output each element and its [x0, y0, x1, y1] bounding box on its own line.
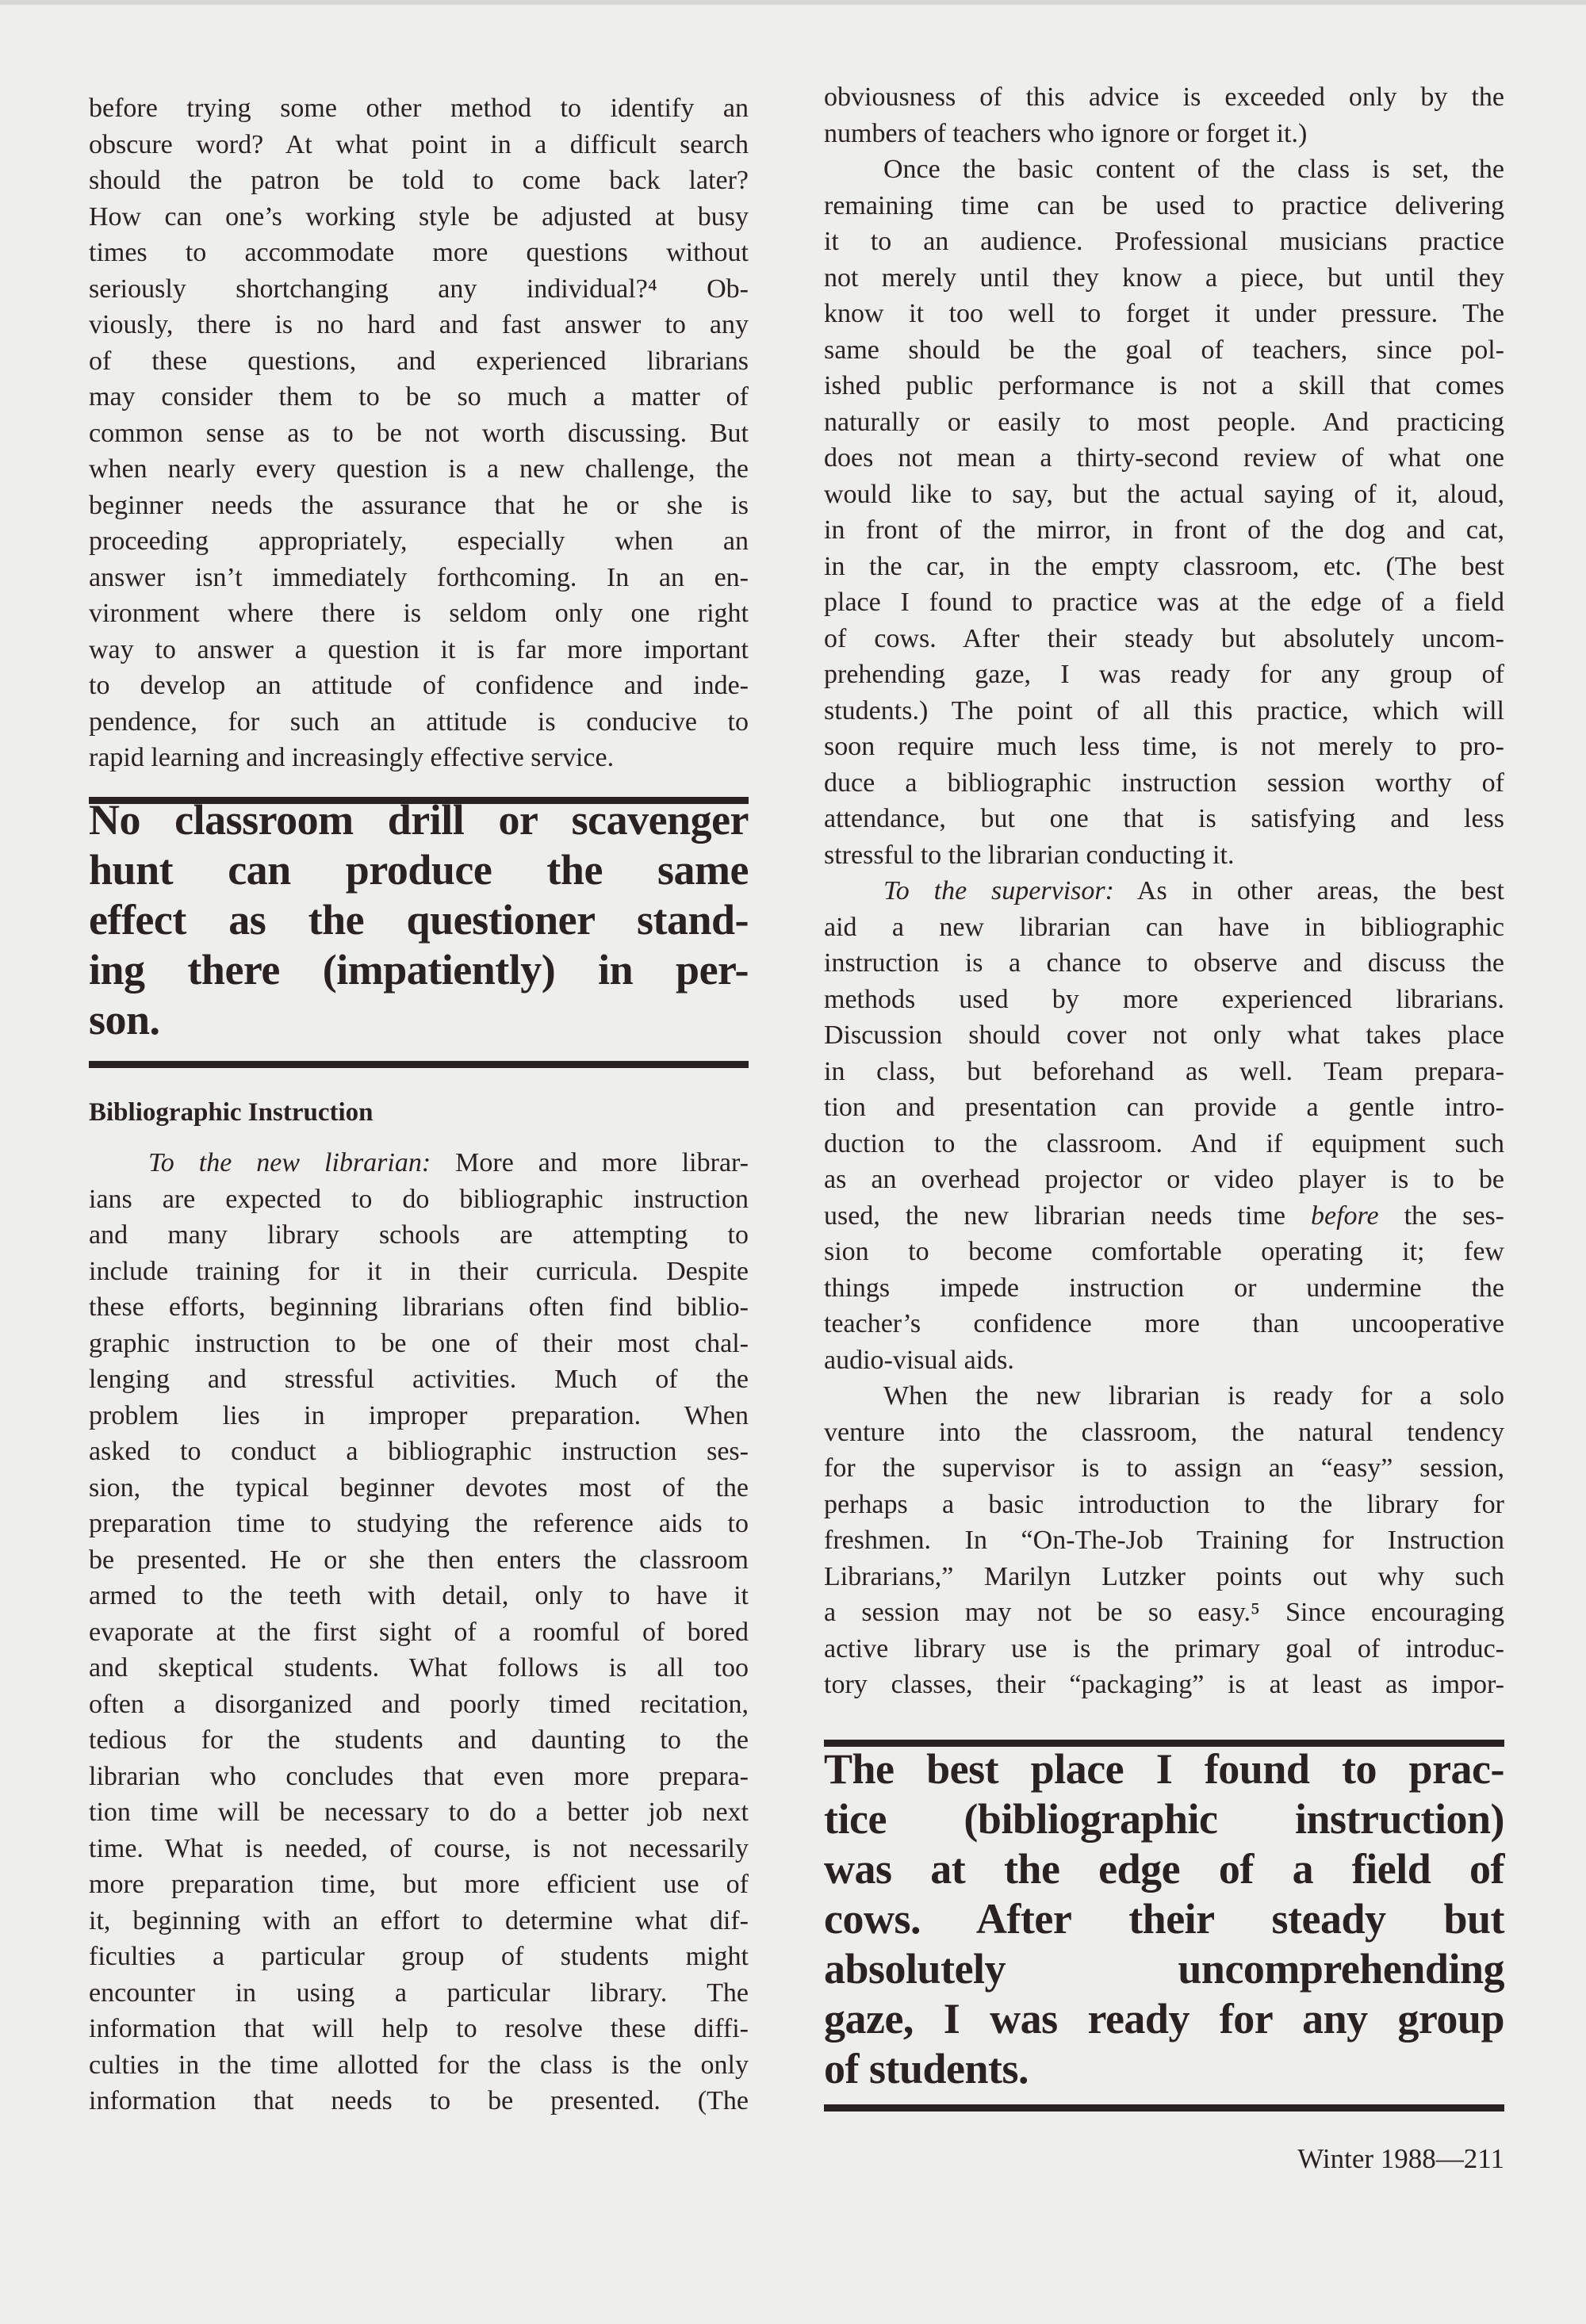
text-line: know it too well to forget it under pressure. The	[824, 299, 1504, 328]
left-column-text	[89, 90, 749, 776]
text-line: preparation time to studying the reference aids to	[89, 1509, 749, 1538]
text-line: duction to the classroom. And if equipment such	[824, 1128, 1504, 1158]
text-line: these efforts, beginning librarians often find biblio-	[89, 1292, 749, 1322]
text-line: often a disorganized and poorly timed recitation,	[89, 1689, 749, 1719]
text-line: ished public performance is not a skill that comes	[824, 371, 1504, 400]
pull-quote-bottom-rule	[89, 1061, 749, 1068]
text-line: aid a new librarian can have in bibliographic	[824, 912, 1504, 942]
text-line: perhaps a basic introduction to the library for	[824, 1489, 1504, 1519]
text-line: time. What is needed, of course, is not necessarily	[89, 1833, 749, 1863]
text-line: How can one’s working style be adjusted at busy	[89, 201, 749, 232]
text-line: tion time will be necessary to do a better job next	[89, 1798, 749, 1827]
text-line: obviousness of this advice is exceeded only by the	[824, 82, 1504, 112]
text-line: pendence, for such an attitude is conducive to	[89, 706, 749, 737]
text-line: it, beginning with an effort to determine what dif-	[89, 1905, 749, 1935]
text-line: viously, there is no hard and fast answer to any	[89, 310, 749, 339]
pull-quote-line: gaze, I was ready for any group	[824, 1995, 1504, 2043]
text-line: a session may not be so easy.⁵ Since encouraging	[824, 1598, 1504, 1627]
page-number: 211	[1463, 2143, 1504, 2174]
text-line: tory classes, their “packaging” is at least as impor-	[824, 1670, 1504, 1699]
text-line: culties in the time allotted for the class is the only	[89, 2050, 749, 2080]
pull-quote-line: cows. After their steady but	[824, 1895, 1504, 1943]
text-line: answer isn’t immediately forthcoming. In an en-	[89, 562, 749, 592]
text-line: freshmen. In “On-The-Job Training for Instruction	[824, 1526, 1504, 1555]
scan-edge	[0, 0, 1586, 5]
text-line: to develop an attitude of confidence and inde-	[89, 671, 749, 700]
text-line: asked to conduct a bibliographic instruction ses-	[89, 1437, 749, 1466]
text-line: seriously shortchanging any individual?⁴ Ob-	[89, 274, 749, 304]
text-line: obscure word? At what point in a difficult search	[89, 129, 749, 159]
text-line: may consider them to be so much a matter of	[89, 382, 749, 412]
text-line: naturally or easily to most people. And practicing	[824, 407, 1504, 437]
text-line: it to an audience. Professional musicians practice	[824, 227, 1504, 256]
text-line: students.) The point of all this practice, which will	[824, 695, 1504, 726]
text-line: information that will help to resolve these diffi-	[89, 2014, 749, 2043]
paragraph	[824, 873, 1504, 1378]
italic-lead-in: To the supervisor:	[883, 876, 1114, 905]
footer-separator: —	[1435, 2143, 1464, 2174]
text-line: tion and presentation can provide a gentle intro-	[824, 1093, 1504, 1122]
text-line: more preparation time, but more efficient use of	[89, 1870, 749, 1899]
text-line: should the patron be told to come back later?	[89, 166, 749, 195]
text-line: armed to the teeth with detail, only to have it	[89, 1581, 749, 1610]
text-line: vironment where there is seldom only one right	[89, 599, 749, 628]
text-line: in the car, in the empty classroom, etc. (The best	[824, 551, 1504, 581]
text-line: encounter in using a particular library. The	[89, 1978, 749, 2008]
text-line: graphic instruction to be one of their most chal-	[89, 1328, 749, 1358]
pull-quote-line: ing there (impatiently) in per-	[89, 946, 749, 994]
text-line	[824, 1198, 1504, 1235]
text-line: stressful to the librarian conducting it.	[824, 840, 1235, 870]
paragraph	[89, 1145, 749, 2119]
text-line: attendance, but one that is satisfying and less	[824, 804, 1504, 833]
text-line: and many library schools are attempting to	[89, 1220, 749, 1250]
text-line: things impede instruction or undermine the	[824, 1273, 1504, 1303]
text-line: common sense as to be not worth discussing. But	[89, 418, 749, 448]
text-line: Once the basic content of the class is set, the	[883, 155, 1504, 184]
text-line: librarian who concludes that even more prepara-	[89, 1761, 749, 1791]
text-line: venture into the classroom, the natural tendency	[824, 1417, 1504, 1447]
text-line: place I found to practice was at the edge of a field	[824, 588, 1504, 617]
text-line: be presented. He or she then enters the classroom	[89, 1545, 749, 1575]
text-segment: More and more librar-	[431, 1148, 749, 1177]
pull-quote-line: No classroom drill or scavenger	[89, 796, 749, 844]
text-line: lenging and stressful activities. Much of the	[89, 1365, 749, 1394]
text-line: prehending gaze, I was ready for any group of	[824, 660, 1504, 689]
pull-quote-line: of students.	[824, 2045, 1029, 2092]
text-line: remaining time can be used to practice delivering	[824, 190, 1504, 220]
text-line: rapid learning and increasingly effective service.	[89, 743, 615, 772]
pull-quote-line: The best place I found to prac-	[824, 1745, 1504, 1793]
text-line: not merely until they know a piece, but until they	[824, 262, 1504, 293]
text-line: in class, but beforehand as well. Team prepara-	[824, 1056, 1504, 1086]
paragraph	[89, 90, 749, 776]
text-line: would like to say, but the actual saying of it, aloud,	[824, 479, 1504, 509]
section-heading: Bibliographic Instruction	[89, 1098, 374, 1127]
text-line: beginner needs the assurance that he or she is	[89, 490, 749, 520]
pull-quote-line: was at the edge of a field of	[824, 1845, 1504, 1893]
text-line: audio-visual aids.	[824, 1345, 1014, 1375]
text-segment: As in other areas, the best	[1113, 876, 1504, 905]
text-line: sion to become comfortable operating it; few	[824, 1237, 1504, 1266]
text-line	[89, 1145, 749, 1181]
text-line: in front of the mirror, in front of the dog and cat,	[824, 515, 1504, 545]
text-line: way to answer a question it is far more important	[89, 634, 749, 664]
pull-quote-right-bottom-rule	[824, 2104, 1504, 2112]
text-line: of these questions, and experienced librarians	[89, 346, 749, 376]
text-line: ians are expected to do bibliographic instruction	[89, 1184, 749, 1214]
paragraph	[824, 1378, 1504, 1703]
pull-quote-right	[824, 1744, 1504, 2094]
text-line: Librarians,” Marilyn Lutzker points out why such	[824, 1561, 1504, 1591]
text-line: and skeptical students. What follows is all too	[89, 1653, 749, 1683]
text-line: for the supervisor is to assign an “easy” session,	[824, 1453, 1504, 1483]
italic-lead-in: To the new librarian:	[148, 1148, 431, 1177]
text-line: times to accommodate more questions without	[89, 238, 749, 267]
pull-quote-line: absolutely uncomprehending	[824, 1945, 1504, 1993]
text-line: teacher’s confidence more than uncooperative	[824, 1309, 1504, 1338]
text-line: tedious for the students and daunting to the	[89, 1725, 749, 1755]
text-line: same should be the goal of teachers, since pol-	[824, 335, 1504, 365]
pull-quote-line: hunt can produce the same	[89, 846, 749, 894]
text-line: information that needs to be presented. (The	[89, 2086, 749, 2115]
right-column-text	[824, 79, 1504, 1703]
text-line: soon require much less time, is not merely to pro-	[824, 732, 1504, 761]
pull-quote-left	[89, 795, 749, 1045]
text-line: before trying some other method to identify an	[89, 94, 749, 123]
text-line: When the new librarian is ready for a solo	[883, 1381, 1504, 1411]
text-line: sion, the typical beginner devotes most of the	[89, 1472, 749, 1503]
section-text	[89, 1145, 749, 2119]
text-line: does not mean a thirty-second review of what one	[824, 443, 1504, 473]
text-segment: used, the new librarian needs time	[824, 1200, 1311, 1231]
text-line: proceeding appropriately, especially when an	[89, 526, 749, 556]
paragraph	[824, 79, 1504, 151]
issue-label: Winter 1988	[1297, 2143, 1436, 2174]
text-line: evaporate at the first sight of a roomful of bored	[89, 1617, 749, 1647]
text-line: methods used by more experienced librarians.	[824, 984, 1504, 1014]
text-line: instruction is a chance to observe and discuss the	[824, 948, 1504, 978]
italic-segment: before	[1310, 1200, 1379, 1231]
pull-quote-line: tice (bibliographic instruction)	[824, 1795, 1504, 1843]
text-line: when nearly every question is a new challenge, the	[89, 454, 749, 484]
text-line: numbers of teachers who ignore or forget it.)	[824, 118, 1308, 148]
pull-quote-line: effect as the questioner stand-	[89, 896, 749, 944]
text-line	[824, 873, 1504, 909]
text-line: ficulties a particular group of students might	[89, 1942, 749, 1971]
text-line: Discussion should cover not only what takes place	[824, 1020, 1504, 1050]
text-line: active library use is the primary goal of introduc-	[824, 1633, 1504, 1664]
text-line: include training for it in their curricula. Despite	[89, 1256, 749, 1286]
pull-quote-line: son.	[89, 996, 160, 1043]
text-line: duce a bibliographic instruction session worthy of	[824, 768, 1504, 798]
text-line: problem lies in improper preparation. When	[89, 1400, 749, 1430]
text-line: as an overhead projector or video player is to be	[824, 1165, 1504, 1194]
text-line: of cows. After their steady but absolutely uncom-	[824, 623, 1504, 653]
paragraph	[824, 151, 1504, 873]
text-segment: the ses-	[1378, 1200, 1504, 1231]
page-footer	[1297, 2143, 1504, 2175]
